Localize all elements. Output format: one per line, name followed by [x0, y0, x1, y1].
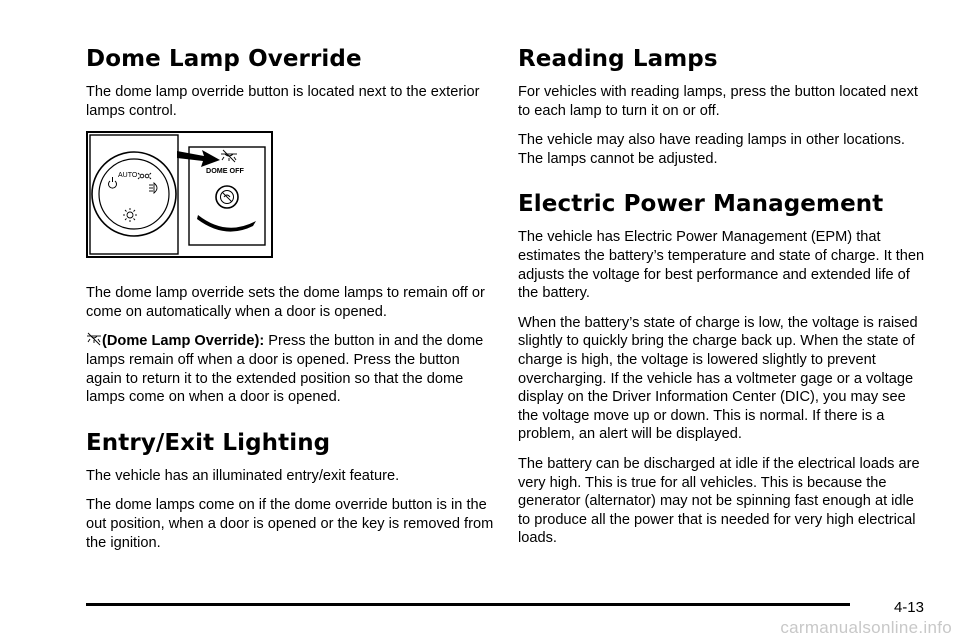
epm-para-3: The battery can be discharged at idle if the electrical loads are very high. This is true for all vehicles. This is because the generator (alternator) may not be spinning fast enough at idle to produce all the power that is needed for very high electrical loads. — [518, 455, 920, 547]
dome-lamp-override-icon — [86, 332, 102, 346]
epm-para-2: When the battery’s state of charge is low, the voltage is raised slightly to quickly bring the charge back up. When the state of charge is high, the voltage is lowered slightly to prevent overcharging. If the vehicle has a voltmeter gage or a voltage display on the Driver Information Center (DIC), you may see the voltage move up or down. This is normal. If there is a problem, an alert will be displayed. — [518, 314, 918, 443]
footer-rule — [86, 603, 850, 606]
heading-electric-power-management: Electric Power Management — [518, 191, 884, 218]
auto-label: AUTO — [118, 172, 138, 180]
entry-exit-intro: The vehicle has an illuminated entry/exit feature. — [86, 467, 400, 484]
left-column — [86, 44, 496, 563]
page-number: 4-13 — [893, 599, 924, 616]
dome-override-intro: The dome lamp override button is located next to the exterior lamps control. — [86, 84, 480, 119]
entry-exit-details: The dome lamps come on if the dome override button is in the out position, when a door is opened or the key is removed from the ignition. — [86, 497, 494, 551]
reading-lamps-para-2: The vehicle may also have reading lamps in other locations. The lamps cannot be adjusted. — [518, 132, 905, 167]
heading-dome-lamp-override: Dome Lamp Override — [86, 46, 362, 72]
dome-off-label: DOME OFF — [206, 166, 244, 176]
heading-reading-lamps: Reading Lamps — [518, 46, 718, 72]
dome-lamp-override-label: (Dome Lamp Override): — [102, 333, 265, 350]
heading-entry-exit-lighting: Entry/Exit Lighting — [86, 429, 331, 456]
dome-override-description: The dome lamp override sets the dome lamps to remain off or come on automatically when a door is opened. — [86, 285, 485, 320]
watermark: carmanualsonline.info — [780, 618, 952, 637]
lamp-control-illustration — [86, 131, 273, 258]
dome-override-button[interactable] — [216, 186, 238, 208]
dome-override-instructions — [86, 332, 496, 406]
exterior-lamp-knob — [92, 152, 176, 236]
right-column — [518, 44, 928, 559]
reading-lamps-para-1: For vehicles with reading lamps, press the button located next to each lamp to turn it on or off. — [518, 84, 918, 119]
epm-para-1: The vehicle has Electric Power Management (EPM) that estimates the battery’s temperature and state of charge. It then adjusts the voltage for best performance and extended life of the battery. — [518, 229, 925, 302]
dome-override-instructions-text: Press the button in and the dome lamps remain off when a door is opened. Press the button again to return it to the extended position so that the dome lamps come on when a door is opened. — [86, 333, 484, 406]
